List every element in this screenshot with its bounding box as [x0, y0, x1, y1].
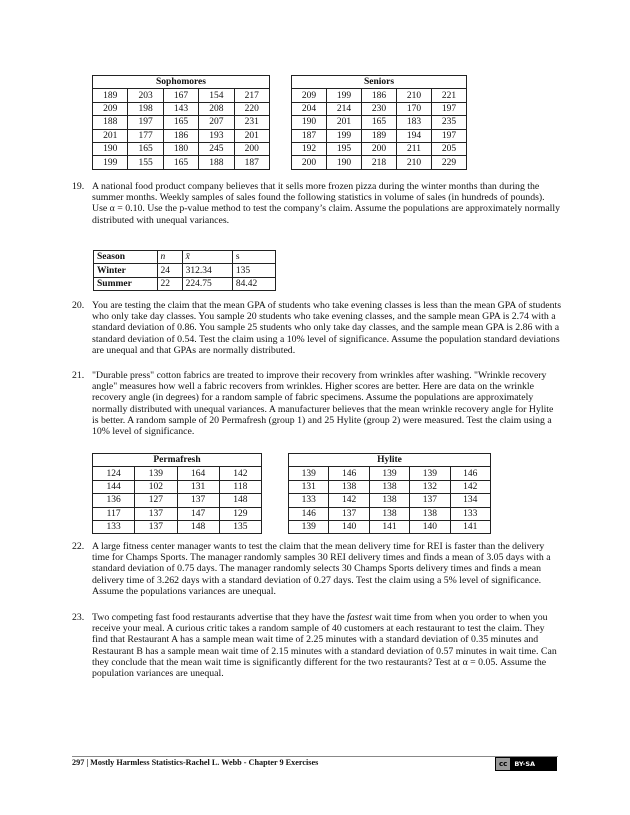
table-cell: 133 [93, 520, 135, 533]
table-cell: 138 [410, 507, 450, 520]
season-row [94, 277, 276, 290]
table-row [292, 89, 467, 102]
table-cell: 140 [410, 520, 450, 533]
table-cell: 118 [219, 480, 261, 493]
table-row [93, 156, 270, 169]
table-cell: 186 [163, 129, 198, 142]
table-cell: 190 [292, 116, 327, 129]
seniors-table [291, 75, 467, 170]
table-cell: 189 [93, 89, 128, 102]
table-cell: 129 [219, 507, 261, 520]
table-cell: 205 [432, 142, 467, 155]
problem-text: Two competing fast food restaurants advertise that they have the fastest wait time from when you order to when you receive your meal. A curious critic takes a random sample of 40 customers at each restaurant to test the claim. They find that Restaurant A has a sample mean wait time of 2.25 minutes with a standard deviation of 0.35 minutes and Restaurant B has a sample mean wait time of 2.15 minutes with a standard deviation of 0.57 minutes in wait time. Can they conclude that the mean wait time is significantly different for the two restaurants? Test at α = 0.05. Assume the population variances are unequal. [92, 612, 557, 680]
footer-divider [72, 756, 558, 757]
season-header: Season [94, 251, 158, 264]
season-cell: 224.75 [182, 277, 232, 290]
emphasis: fastest [347, 612, 373, 623]
table-cell: 190 [327, 156, 362, 169]
table-row [93, 467, 262, 480]
table-row [292, 129, 467, 142]
table-cell: 138 [369, 480, 409, 493]
table-row [93, 102, 270, 115]
table-cell: 147 [177, 507, 219, 520]
table-cell: 140 [329, 520, 369, 533]
table-cell: 139 [289, 467, 329, 480]
table-cell: 146 [329, 467, 369, 480]
table-cell: 139 [289, 520, 329, 533]
problem-22 [72, 541, 562, 597]
hylite-table [288, 453, 491, 534]
table-cell: 142 [329, 494, 369, 507]
table-cell: 207 [199, 116, 234, 129]
table-row [289, 480, 491, 493]
table-cell: 203 [128, 89, 163, 102]
table-cell: 201 [234, 129, 269, 142]
table-cell: 135 [219, 520, 261, 533]
season-cell: Winter [94, 264, 158, 277]
table-cell: 148 [177, 520, 219, 533]
table-cell: 127 [135, 494, 177, 507]
season-cell: 312.34 [182, 264, 232, 277]
table-cell: 199 [327, 89, 362, 102]
seniors-title: Seniors [292, 76, 467, 89]
table-cell: 208 [199, 102, 234, 115]
table-cell: 201 [327, 116, 362, 129]
permafresh-table [92, 453, 262, 534]
table-cell: 146 [450, 467, 490, 480]
table-row [289, 467, 491, 480]
problem-number: 19. [72, 181, 85, 192]
table-cell: 200 [362, 142, 397, 155]
season-cell: Summer [94, 277, 158, 290]
table-cell: 195 [327, 142, 362, 155]
table-cell: 144 [93, 480, 135, 493]
table-cell: 137 [410, 494, 450, 507]
table-cell: 221 [432, 89, 467, 102]
table-cell: 146 [289, 507, 329, 520]
table-cell: 170 [397, 102, 432, 115]
table-cell: 186 [362, 89, 397, 102]
table-cell: 197 [432, 102, 467, 115]
table-cell: 142 [219, 467, 261, 480]
table-cell: 139 [410, 467, 450, 480]
table-cell: 138 [329, 480, 369, 493]
table-cell: 141 [369, 520, 409, 533]
table-cell: 165 [163, 156, 198, 169]
table-row [93, 129, 270, 142]
season-header: x̄ [182, 251, 232, 264]
table-cell: 210 [397, 89, 432, 102]
table-row [93, 507, 262, 520]
table-cell: 177 [128, 129, 163, 142]
table-cell: 133 [289, 494, 329, 507]
table-cell: 209 [93, 102, 128, 115]
table-cell: 198 [128, 102, 163, 115]
table-cell: 134 [450, 494, 490, 507]
table-cell: 136 [93, 494, 135, 507]
table-cell: 164 [177, 467, 219, 480]
table-row [93, 142, 270, 155]
table-cell: 165 [128, 142, 163, 155]
problem-number: 20. [72, 300, 85, 311]
page-footer: 297 | Mostly Harmless Statistics-Rachel L. Webb - Chapter 9 Exercises [72, 758, 319, 767]
license-label: BY-SA [514, 760, 536, 768]
table-row [93, 520, 262, 533]
table-row [289, 494, 491, 507]
table-cell: 231 [234, 116, 269, 129]
table-row [289, 507, 491, 520]
season-cell: 84.42 [232, 277, 275, 290]
table-cell: 194 [397, 129, 432, 142]
table-cell: 141 [450, 520, 490, 533]
table-cell: 143 [163, 102, 198, 115]
table-row [292, 156, 467, 169]
sophomores-title: Sophomores [93, 76, 270, 89]
problem-20 [72, 300, 562, 356]
table-row [93, 480, 262, 493]
table-cell: 188 [199, 156, 234, 169]
table-cell: 131 [289, 480, 329, 493]
table-cell: 148 [219, 494, 261, 507]
season-header: s [232, 251, 275, 264]
table-cell: 139 [369, 467, 409, 480]
table-cell: 138 [369, 494, 409, 507]
table-cell: 102 [135, 480, 177, 493]
cc-license-badge [495, 757, 557, 771]
table-cell: 235 [432, 116, 467, 129]
table-cell: 220 [234, 102, 269, 115]
permafresh-title: Permafresh [93, 454, 262, 467]
table-row [292, 142, 467, 155]
table-cell: 154 [199, 89, 234, 102]
permafresh-body [93, 467, 262, 534]
table-cell: 117 [93, 507, 135, 520]
table-cell: 155 [128, 156, 163, 169]
table-cell: 137 [135, 520, 177, 533]
problem-number: 22. [72, 541, 85, 552]
table-row [289, 520, 491, 533]
sophomores-table [92, 75, 270, 170]
table-cell: 201 [93, 129, 128, 142]
table-cell: 189 [362, 129, 397, 142]
sophomores-body [93, 89, 270, 169]
season-table [93, 250, 276, 291]
table-cell: 229 [432, 156, 467, 169]
table-row [292, 102, 467, 115]
table-cell: 139 [135, 467, 177, 480]
table-cell: 131 [177, 480, 219, 493]
season-cell: 22 [157, 277, 182, 290]
table-cell: 138 [369, 507, 409, 520]
problem-number: 23. [72, 612, 85, 623]
table-row [93, 494, 262, 507]
table-cell: 204 [292, 102, 327, 115]
season-cell: 135 [232, 264, 275, 277]
table-cell: 211 [397, 142, 432, 155]
table-cell: 137 [329, 507, 369, 520]
table-row [93, 89, 270, 102]
table-cell: 218 [362, 156, 397, 169]
table-cell: 200 [234, 142, 269, 155]
problem-21 [72, 370, 562, 437]
table-cell: 193 [199, 129, 234, 142]
problem-text: "Durable press" cotton fabrics are treated to improve their recovery from wrinkles after washing. "Wrinkle recovery angle" measures how well a fabric recovers from wrinkles. Higher scores are better. Here are data on the wrinkle recovery angle (in degrees) for a random sample of fabric specimens. Assume the populations are approximately normally distributed with unequal variances. A manufacturer believes that the mean wrinkle recovery angle for Hylite is better. A random sample of 20 Permafresh (group 1) and 25 Hylite (group 2) were measured. Test the claim using a 10% level of significance. [92, 370, 554, 438]
problem-23 [72, 612, 562, 679]
table-cell: 245 [199, 142, 234, 155]
table-cell: 187 [234, 156, 269, 169]
table-cell: 133 [450, 507, 490, 520]
season-header-row [94, 251, 276, 264]
table-cell: 214 [327, 102, 362, 115]
table-cell: 197 [432, 129, 467, 142]
table-cell: 209 [292, 89, 327, 102]
table-cell: 217 [234, 89, 269, 102]
table-cell: 165 [163, 116, 198, 129]
table-cell: 183 [397, 116, 432, 129]
problem-text: You are testing the claim that the mean GPA of students who take evening classes is less than the mean GPA of students who only take day classes. You sample 20 students who take evening classes, and the sample mean GPA is 2.74 with a standard deviation of 0.86. You sample 25 students who only take day classes, and the sample mean GPA is 2.86 with a standard deviation of 0.54. Test the claim using a 10% level of significance. Assume the population standard deviations are unequal and that GPAs are normally distributed. [92, 300, 562, 356]
table-cell: 132 [410, 480, 450, 493]
table-cell: 187 [292, 129, 327, 142]
table-cell: 199 [327, 129, 362, 142]
table-cell: 200 [292, 156, 327, 169]
hylite-body [289, 467, 491, 534]
table-row [292, 116, 467, 129]
table-row [93, 116, 270, 129]
season-row [94, 264, 276, 277]
problem-number: 21. [72, 370, 85, 381]
cc-icon: cc [496, 758, 510, 770]
table-cell: 188 [93, 116, 128, 129]
table-cell: 199 [93, 156, 128, 169]
seniors-body [292, 89, 467, 169]
season-header: n [157, 251, 182, 264]
table-cell: 192 [292, 142, 327, 155]
table-cell: 165 [362, 116, 397, 129]
problem-text: A large fitness center manager wants to test the claim that the mean delivery time for REI is faster than the delivery time for Champs Sports. The manager randomly samples 30 REI delivery times and finds a mean of 3.05 days with a standard deviation of 0.75 days. The manager randomly selects 30 Champs Sports delivery times and finds a mean delivery time of 3.262 days with a standard deviation of 0.27 days. Test the claim using a 5% level of significance. Assume the populations variances are unequal. [92, 541, 551, 597]
season-cell: 24 [157, 264, 182, 277]
table-cell: 137 [135, 507, 177, 520]
table-cell: 230 [362, 102, 397, 115]
table-cell: 210 [397, 156, 432, 169]
table-cell: 167 [163, 89, 198, 102]
table-cell: 180 [163, 142, 198, 155]
problem-19 [72, 181, 562, 226]
table-cell: 137 [177, 494, 219, 507]
table-cell: 197 [128, 116, 163, 129]
table-cell: 190 [93, 142, 128, 155]
table-cell: 124 [93, 467, 135, 480]
problem-text: A national food product company believes that it sells more frozen pizza during the winter months than during the summer months. Weekly samples of sales found the following statistics in volume of sales (in hundreds of pounds). Use α = 0.10. Use the p-value method to test the company’s claim. Assume the populations are approximately normally distributed with unequal variances. [92, 181, 561, 226]
table-cell: 142 [450, 480, 490, 493]
hylite-title: Hylite [289, 454, 491, 467]
